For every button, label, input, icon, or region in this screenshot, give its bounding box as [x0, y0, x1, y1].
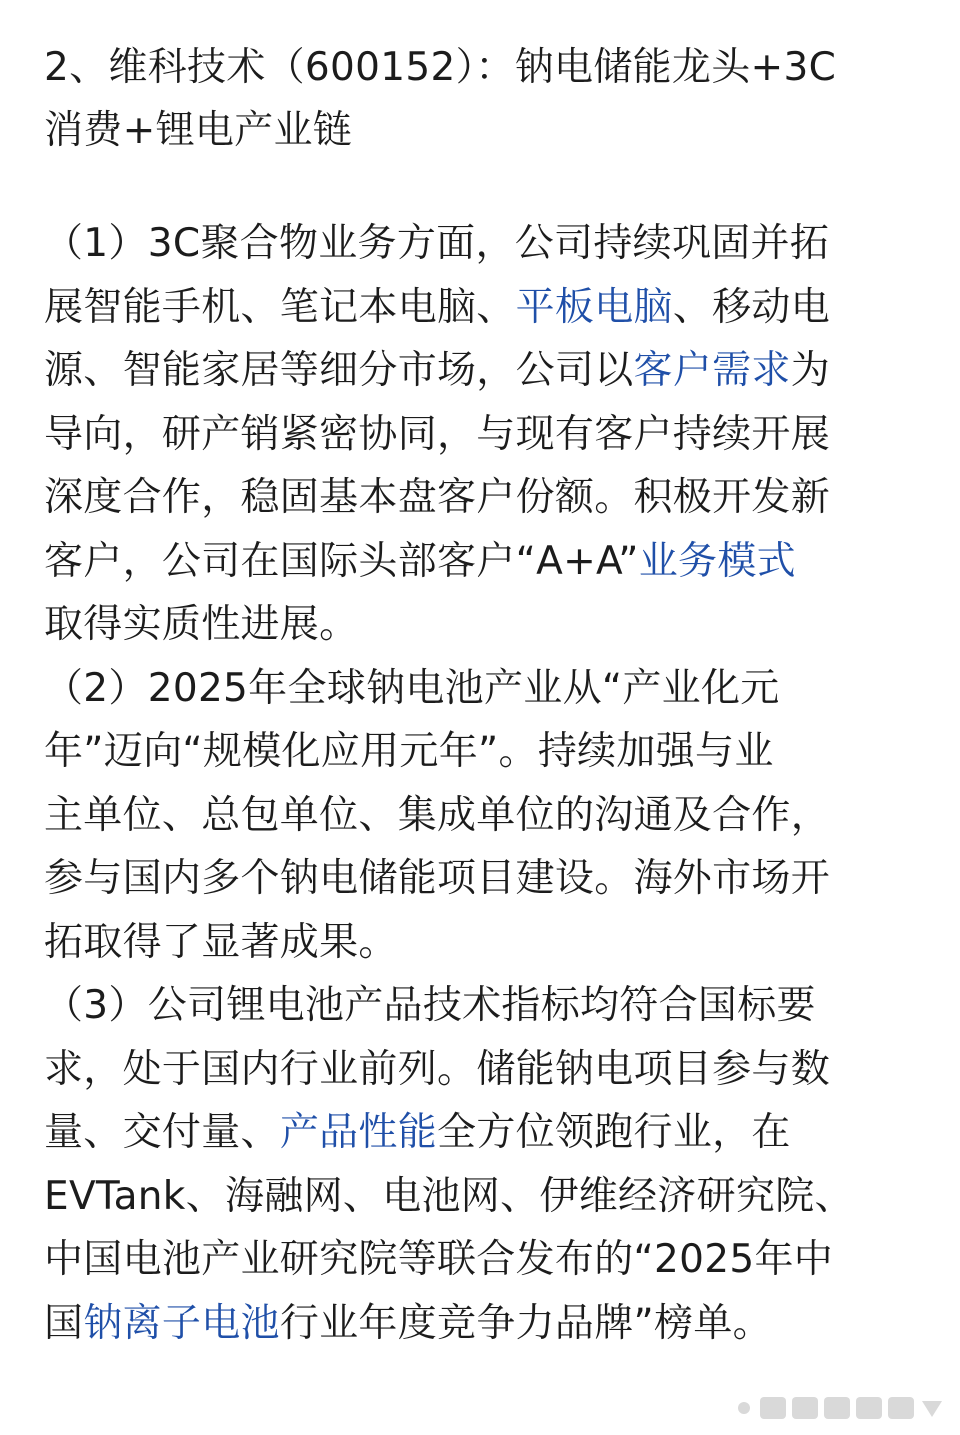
article	[44, 36, 924, 1355]
p1-line-3-text-a: 源、智能家居等细分市场，公司以	[44, 348, 634, 393]
tablet-computer-link[interactable]: 平板电脑	[515, 284, 673, 330]
p2-line-5: 拓取得了显著成果。	[44, 919, 398, 965]
paragraph-2	[44, 657, 924, 975]
p1-line-2	[44, 276, 924, 340]
p2-line-1: （2）2025年全球钠电池产业从“产业化元	[44, 665, 780, 711]
p1-line-2-text-b: 、移动电	[672, 284, 831, 330]
customer-demand-link[interactable]: 客户需求	[633, 348, 791, 393]
p1-line-6-text-a: 客户，公司在国际头部客户“A+A”	[44, 538, 639, 584]
p1-line-3	[44, 339, 924, 403]
p1-line-2-text-a: 展智能手机、笔记本电脑、	[44, 284, 516, 330]
paragraph-3	[44, 974, 924, 1355]
p3-line-2: 求，处于国内行业前列。储能钠电项目参与数	[44, 1046, 831, 1092]
p2-line-3: 主单位、总包单位、集成单位的沟通及合作，	[44, 792, 831, 838]
p3-line-3-text-b: 全方位领跑行业，在	[437, 1110, 791, 1155]
p3-line-4: EVTank、海融网、电池网、伊维经济研究院、	[44, 1173, 854, 1219]
title-line-2: 消费+锂电产业链	[44, 108, 353, 153]
p3-line-5: 中国电池产业研究院等联合发布的“2025年中	[44, 1237, 834, 1282]
p3-line-3	[44, 1101, 924, 1165]
sodium-ion-battery-link[interactable]: 钠离子电池	[83, 1300, 280, 1346]
business-model-link[interactable]: 业务模式	[638, 538, 796, 584]
p1-line-1: （1）3C聚合物业务方面，公司持续巩固并拓	[44, 221, 830, 266]
p3-line-6-text-a: 国	[44, 1300, 84, 1346]
article-title	[44, 36, 924, 162]
p2-line-4: 参与国内多个钠电储能项目建设。海外市场开	[44, 856, 831, 901]
p3-line-6	[44, 1292, 924, 1356]
p3-line-3-text-a: 量、交付量、	[44, 1110, 280, 1155]
p1-line-7: 取得实质性进展。	[44, 602, 359, 647]
watermark-logo	[730, 1389, 950, 1427]
title-line-1: 2、维科技术（600152）：钠电储能龙头+3C	[44, 45, 837, 90]
product-performance-link[interactable]: 产品性能	[279, 1110, 438, 1155]
p1-line-4: 导向，研产销紧密协同，与现有客户持续开展	[44, 411, 831, 457]
p1-line-6	[44, 530, 924, 594]
p1-line-3-text-b: 为	[790, 348, 831, 393]
watermark-shape	[738, 1397, 942, 1419]
p3-line-6-text-b: 行业年度竞争力品牌”榜单。	[279, 1300, 772, 1346]
p3-line-1: （3）公司锂电池产品技术指标均符合国标要	[44, 983, 816, 1028]
p2-line-2: 年”迈向“规模化应用元年”。持续加强与业	[44, 729, 774, 774]
p1-line-5: 深度合作，稳固基本盘客户份额。积极开发新	[44, 475, 831, 520]
paragraph-1	[44, 212, 924, 657]
